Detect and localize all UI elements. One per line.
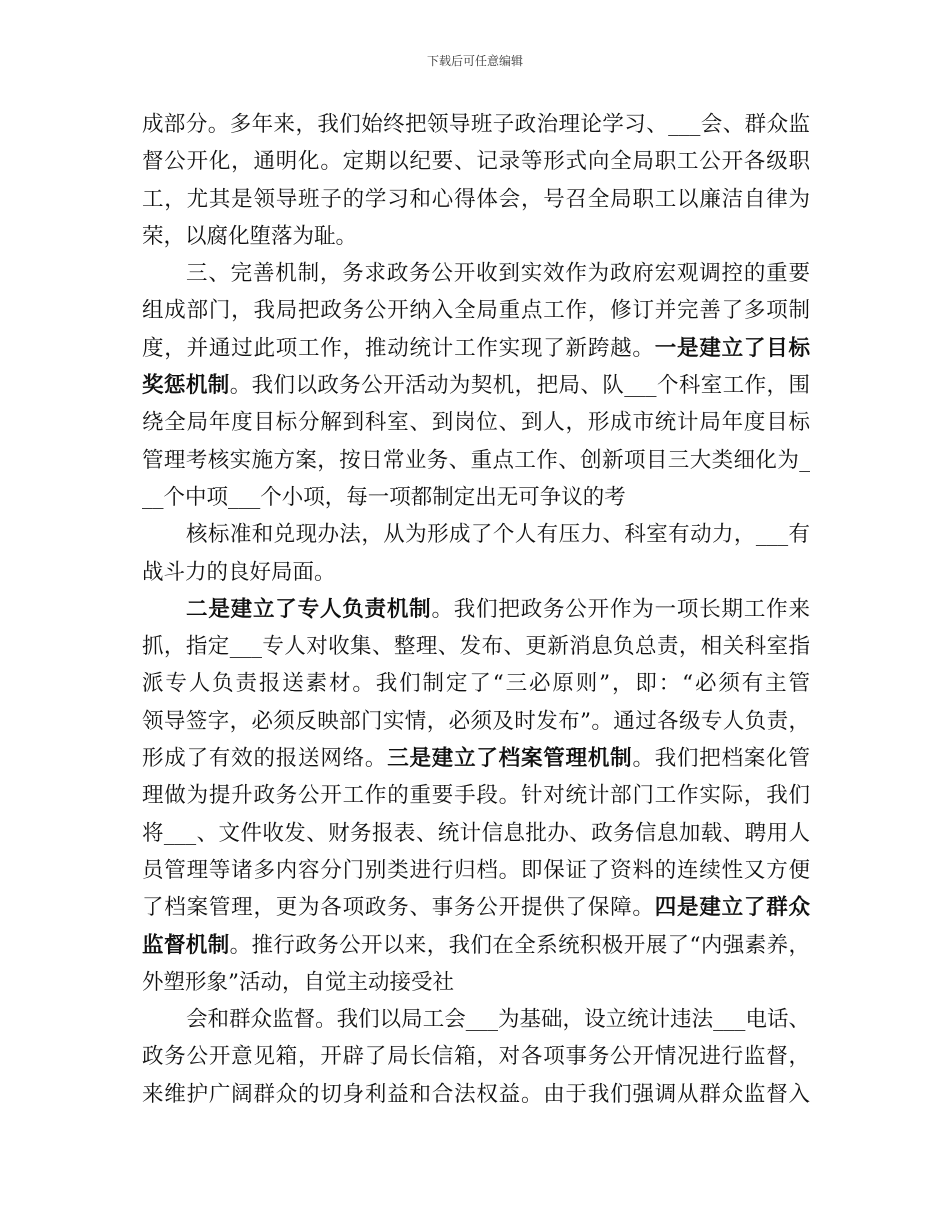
text-line [142, 218, 810, 255]
bold-heading-text: 奖惩机制 [142, 373, 230, 399]
body-text-run: 核标准和兑现办法，从为形成了个人有压力、科室有动力，___有 [186, 522, 810, 548]
text-line [142, 1001, 810, 1038]
text-line [142, 516, 810, 553]
text-line [142, 815, 810, 852]
text-line [142, 927, 810, 964]
body-text-run: 战斗力的良好局面。 [142, 559, 336, 585]
text-line [142, 554, 810, 591]
text-line [142, 181, 810, 218]
text-line [142, 628, 810, 665]
body-text-run: 。我们把档案化管 [632, 746, 810, 772]
body-text-run: 领导签字，必须反映部门实情，必须及时发布”。通过各级专人负责， [142, 708, 810, 734]
body-text-run: 组成部门，我局把政务公开纳入全局重点工作，修订并完善了多项制 [142, 298, 810, 324]
text-line [142, 255, 810, 292]
body-text-run: 。我们把政务公开作为一项长期工作来 [431, 596, 810, 622]
text-line [142, 330, 810, 367]
bold-heading-text: 二是建立了专人负责机制 [186, 596, 432, 622]
text-line [142, 367, 810, 404]
text-line [142, 404, 810, 441]
body-text-run: 理做为提升政务公开工作的重要手段。针对统计部门工作实际，我们 [142, 783, 810, 809]
text-line [142, 442, 810, 479]
text-line [142, 703, 810, 740]
body-text-run: 了档案管理，更为各项政务、事务公开提供了保障。 [142, 895, 655, 921]
body-text-run: 派专人负责报送素材。我们制定了“三必原则”，即：“必须有主管 [142, 671, 810, 697]
bold-heading-text: 监督机制 [142, 932, 230, 958]
body-text-run: 绕全局年度目标分解到科室、到岗位、到人，形成市统计局年度目标 [142, 410, 810, 436]
text-line [142, 479, 810, 516]
text-line [142, 1076, 810, 1113]
bold-heading-text: 一是建立了目标 [654, 335, 810, 361]
bold-heading-text: 三是建立了档案管理机制 [387, 746, 633, 772]
body-text-run: 督公开化，通明化。定期以纪要、记录等形式向全局职工公开各级职 [142, 149, 810, 175]
body-text-run: 将___、文件收发、财务报表、统计信息批办、政务信息加载、聘用人 [142, 820, 810, 846]
body-text-run: 。推行政务公开以来，我们在全系统积极开展了“内强素养， [229, 932, 810, 958]
body-text-run: 政务公开意见箱，开辟了局长信箱，对各项事务公开情况进行监督， [142, 1044, 810, 1070]
text-line [142, 106, 810, 143]
bold-heading-text: 四是建立了群众 [654, 895, 810, 921]
body-text-run: __个中项___个小项，每一项都制定出无可争议的考 [142, 484, 626, 510]
body-text-run: 度，并通过此项工作，推动统计工作实现了新跨越。 [142, 335, 655, 361]
text-line [142, 665, 810, 702]
body-text-run: 三、完善机制，务求政务公开收到实效作为政府宏观调控的重要 [186, 261, 810, 287]
text-line [142, 292, 810, 329]
body-text-run: 。我们以政务公开活动为契机，把局、队___个科室工作，围 [229, 373, 810, 399]
text-line [142, 889, 810, 926]
body-text-run: 抓，指定___专人对收集、整理、发布、更新消息负总责，相关科室指 [142, 634, 810, 660]
text-line [142, 1038, 810, 1075]
body-text-run: 员管理等诸多内容分门别类进行归档。即保证了资料的连续性又方便 [142, 857, 810, 883]
body-text-run: 会和群众监督。我们以局工会___为基础，设立统计违法___电话、 [186, 1007, 810, 1033]
document-body [142, 106, 810, 1113]
text-line [142, 852, 810, 889]
body-text-run: 管理考核实施方案，按日常业务、重点工作、创新项目三大类细化为_ [142, 447, 810, 473]
text-line [142, 777, 810, 814]
body-text-run: 来维护广阔群众的切身利益和合法权益。由于我们强调从群众监督入 [142, 1081, 810, 1107]
text-line [142, 964, 810, 1001]
page-header: 下载后可任意编辑 [426, 54, 523, 68]
text-line [142, 740, 810, 777]
body-text-run: 工，尤其是领导班子的学习和心得体会，号召全局职工以廉洁自律为 [142, 186, 810, 212]
text-line [142, 591, 810, 628]
body-text-run: 形成了有效的报送网络。 [142, 746, 388, 772]
body-text-run: 外塑形象”活动，自觉主动接受社 [142, 969, 454, 995]
body-text-run: 荣，以腐化堕落为耻。 [142, 223, 358, 249]
text-line [142, 143, 810, 180]
body-text-run: 成部分。多年来，我们始终把领导班子政治理论学习、___会、群众监 [142, 112, 810, 137]
